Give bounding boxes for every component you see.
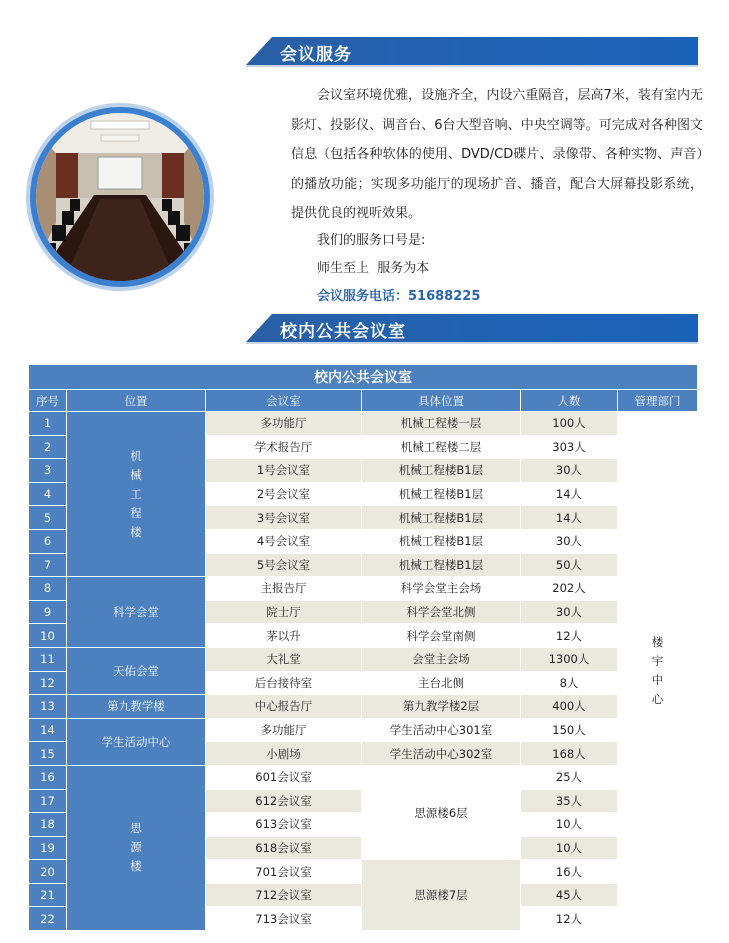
cell-place: 第九教学楼2层 — [362, 695, 521, 719]
cell-room: 后台接待室 — [206, 671, 362, 695]
cell-place: 机械工程楼一层 — [362, 412, 521, 436]
intro-paragraph-block — [291, 81, 703, 229]
table-caption: 校内公共会议室 — [29, 365, 698, 390]
cell-people: 100人 — [521, 412, 618, 436]
header-place: 具体位置 — [362, 390, 521, 412]
cell-no: 12 — [29, 671, 67, 695]
cell-room: 茅以升 — [206, 624, 362, 648]
table-row — [29, 695, 698, 719]
cell-people: 12人 — [521, 907, 618, 931]
cell-no: 2 — [29, 435, 67, 459]
cell-room: 2号会议室 — [206, 482, 362, 506]
cell-no: 22 — [29, 907, 67, 931]
cell-room: 小剧场 — [206, 742, 362, 766]
cell-no: 7 — [29, 553, 67, 577]
cell-people: 16人 — [521, 860, 618, 884]
location-label: 第九教学楼 — [107, 699, 165, 714]
cell-place: 会堂主会场 — [362, 647, 521, 671]
cell-no: 20 — [29, 860, 67, 884]
cell-room: 612会议室 — [206, 789, 362, 813]
cell-place: 学生活动中心302室 — [362, 742, 521, 766]
cell-no: 3 — [29, 459, 67, 483]
cell-people: 14人 — [521, 482, 618, 506]
cell-no: 6 — [29, 529, 67, 553]
cell-no: 16 — [29, 765, 67, 789]
header-people: 人数 — [521, 390, 618, 412]
cell-no: 11 — [29, 647, 67, 671]
cell-room: 多功能厅 — [206, 412, 362, 436]
cell-no: 17 — [29, 789, 67, 813]
cell-people: 1300人 — [521, 647, 618, 671]
cell-location — [67, 718, 206, 765]
cell-people: 10人 — [521, 836, 618, 860]
section-title: 会议服务 — [280, 45, 352, 65]
cell-people: 30人 — [521, 529, 618, 553]
cell-room: 4号会议室 — [206, 529, 362, 553]
cell-people: 150人 — [521, 718, 618, 742]
cell-department — [618, 412, 698, 931]
cell-people: 14人 — [521, 506, 618, 530]
service-phone: 会议服务电话：51688225 — [317, 289, 481, 304]
cell-no: 14 — [29, 718, 67, 742]
section-banner-meeting-service — [246, 37, 698, 65]
cell-place: 机械工程楼二层 — [362, 435, 521, 459]
table-row — [29, 412, 698, 436]
cell-people: 25人 — [521, 765, 618, 789]
cell-place: 学生活动中心301室 — [362, 718, 521, 742]
cell-no: 1 — [29, 412, 67, 436]
cell-room: 712会议室 — [206, 883, 362, 907]
cell-no: 9 — [29, 600, 67, 624]
service-code-label: 我们的服务口号是: — [317, 233, 426, 248]
cell-room: 多功能厅 — [206, 718, 362, 742]
table-row — [29, 577, 698, 601]
cell-people: 30人 — [521, 459, 618, 483]
cell-location — [67, 695, 206, 719]
cell-people: 30人 — [521, 600, 618, 624]
cell-place: 科学会堂南侧 — [362, 624, 521, 648]
location-label: 天佑会堂 — [113, 664, 159, 679]
table-row — [29, 765, 698, 789]
cell-room: 主报告厅 — [206, 577, 362, 601]
location-label: 思源楼 — [130, 821, 142, 874]
service-slogan: 师生至上 服务为本 — [317, 261, 430, 276]
cell-people: 10人 — [521, 813, 618, 837]
cell-no: 15 — [29, 742, 67, 766]
cell-room: 613会议室 — [206, 813, 362, 837]
table-row — [29, 647, 698, 671]
cell-no: 19 — [29, 836, 67, 860]
cell-location — [67, 647, 206, 694]
cell-place: 思源楼7层 — [362, 860, 521, 931]
cell-location — [67, 765, 206, 930]
table-row — [29, 718, 698, 742]
cell-no: 13 — [29, 695, 67, 719]
header-location: 位置 — [67, 390, 206, 412]
cell-no: 8 — [29, 577, 67, 601]
cell-room: 大礼堂 — [206, 647, 362, 671]
cell-people: 8人 — [521, 671, 618, 695]
cell-people: 45人 — [521, 883, 618, 907]
cell-no: 18 — [29, 813, 67, 837]
cell-people: 35人 — [521, 789, 618, 813]
cell-place: 机械工程楼B1层 — [362, 459, 521, 483]
cell-room: 院士厅 — [206, 600, 362, 624]
cell-location — [67, 412, 206, 577]
meeting-room-photo — [36, 113, 204, 281]
cell-no: 4 — [29, 482, 67, 506]
location-label: 学生活动中心 — [101, 734, 171, 749]
cell-room: 5号会议室 — [206, 553, 362, 577]
cell-people: 50人 — [521, 553, 618, 577]
cell-room: 618会议室 — [206, 836, 362, 860]
cell-people: 400人 — [521, 695, 618, 719]
header-no: 序号 — [29, 390, 67, 412]
cell-place: 主台北侧 — [362, 671, 521, 695]
cell-room: 中心报告厅 — [206, 695, 362, 719]
cell-people: 168人 — [521, 742, 618, 766]
cell-location — [67, 577, 206, 648]
cell-room: 701会议室 — [206, 860, 362, 884]
cell-room: 713会议室 — [206, 907, 362, 931]
location-label: 机械工程楼 — [130, 448, 142, 539]
department-label: 楼宇中心 — [651, 635, 664, 707]
header-room: 会议室 — [206, 390, 362, 412]
cell-place: 科学会堂主会场 — [362, 577, 521, 601]
intro-paragraph: 会议室环境优雅，设施齐全，内设六重隔音，层高7米，装有室内无影灯、投影仪、调音台、6台大型音响、中央空调等。可完成对各种图文信息（包括各种软体的使用、DVD/CD碟片、录像带、各种实物、声音）的播放功能；实现多功能厅的现场扩音、播音，配合大屏幕投影系统，提供优良的视听效果。 — [291, 88, 703, 221]
section-title: 校内公共会议室 — [280, 322, 406, 342]
cell-place: 科学会堂北侧 — [362, 600, 521, 624]
cell-place: 机械工程楼B1层 — [362, 506, 521, 530]
cell-no: 10 — [29, 624, 67, 648]
cell-place: 思源楼6层 — [362, 765, 521, 859]
section-banner-public-rooms — [246, 314, 698, 342]
cell-place: 机械工程楼B1层 — [362, 529, 521, 553]
cell-room: 1号会议室 — [206, 459, 362, 483]
cell-room: 3号会议室 — [206, 506, 362, 530]
cell-people: 303人 — [521, 435, 618, 459]
header-department: 管理部门 — [618, 390, 698, 412]
cell-no: 5 — [29, 506, 67, 530]
cell-no: 21 — [29, 883, 67, 907]
meeting-room-table — [28, 364, 697, 931]
location-label: 科学会堂 — [113, 605, 159, 620]
cell-place: 机械工程楼B1层 — [362, 553, 521, 577]
cell-people: 12人 — [521, 624, 618, 648]
cell-room: 学术报告厅 — [206, 435, 362, 459]
cell-people: 202人 — [521, 577, 618, 601]
cell-room: 601会议室 — [206, 765, 362, 789]
cell-place: 机械工程楼B1层 — [362, 482, 521, 506]
